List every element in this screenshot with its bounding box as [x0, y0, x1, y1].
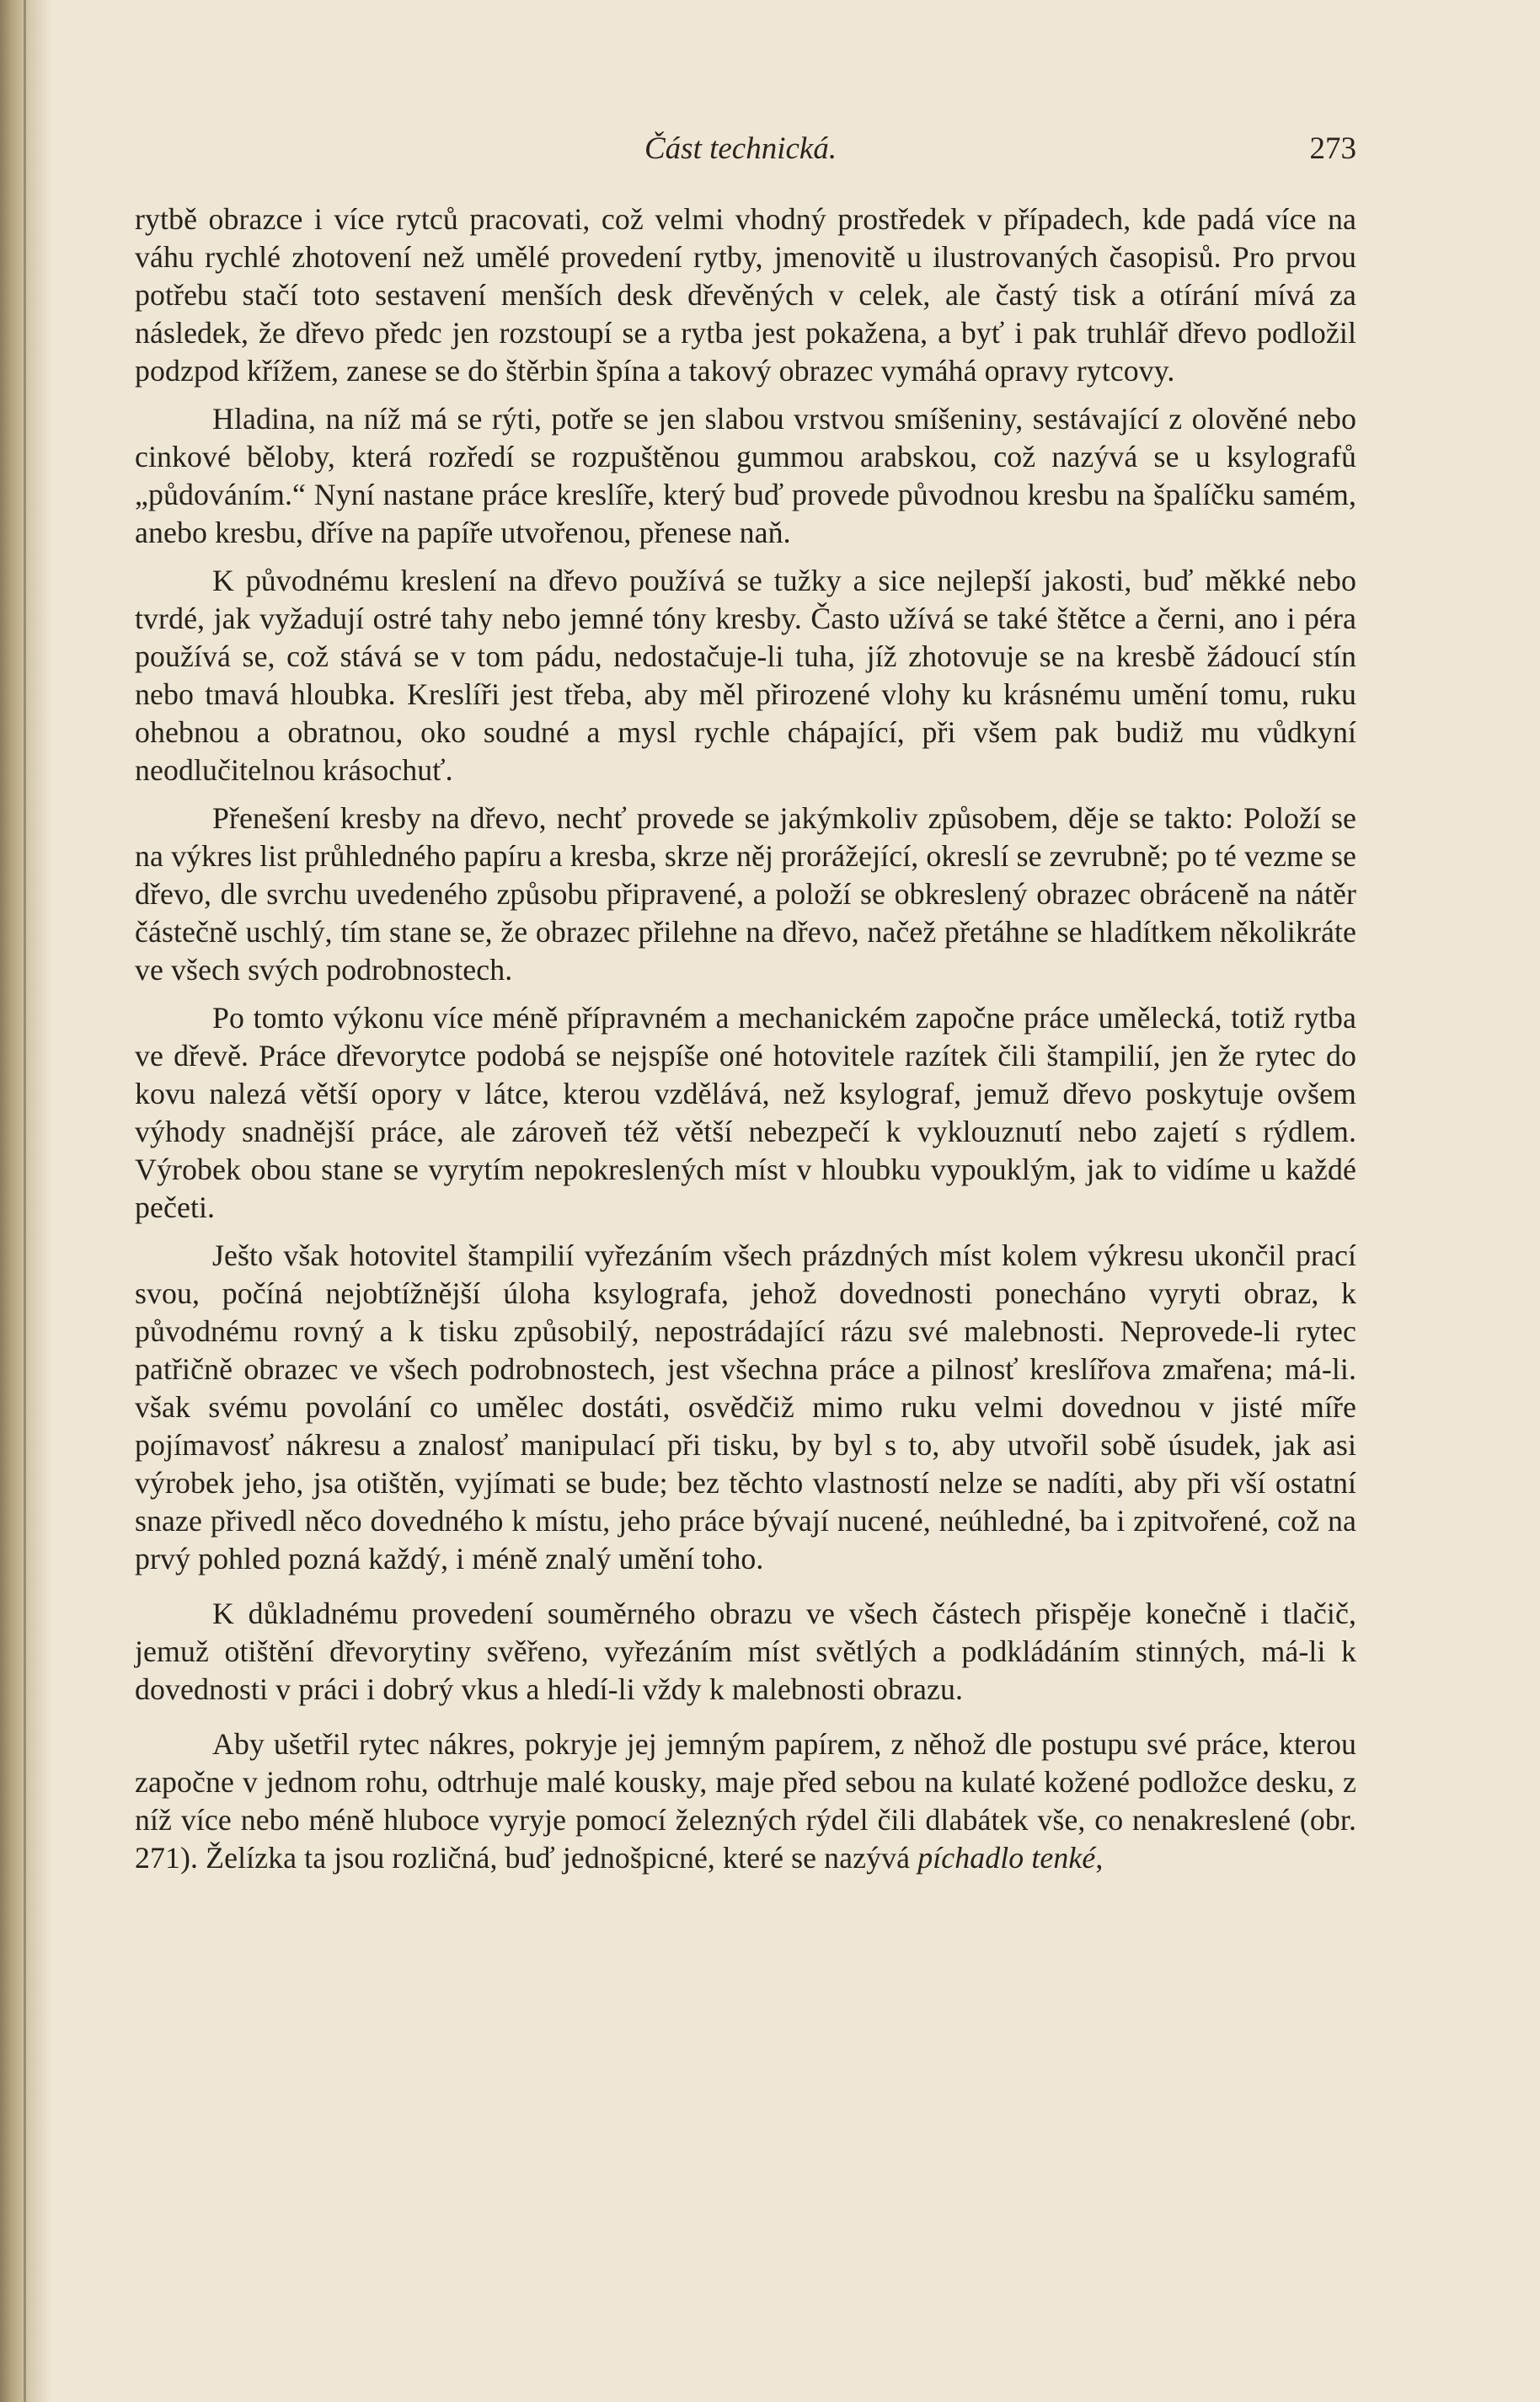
body-text: [135, 201, 1356, 1887]
page-number: 273: [1309, 131, 1356, 166]
paragraph-8-end: ,: [1095, 1841, 1104, 1875]
paragraph-1: rytbě obrazce i více rytců pracovati, což velmi vhodný prostředek v případech, kde padá více na váhu rychlé zhotovení než umělé provedení rytby, jmenovitě u ilustrovaných časopisů. Pro prvou potřebu stačí toto sestavení menších desk dřevěných v celek, ale častý tisk a otírání mívá za následek, že dřevo předc jen rozstoupí se a rytba jest pokažena, a byť i pak truhlář dřevo podložil podzpod křížem, zanese se do štěrbin špína a takový obrazec vymáhá opravy rytcovy.: [135, 202, 1356, 388]
page-binding-shadow: [0, 0, 52, 2402]
running-title: Část technická.: [644, 131, 837, 166]
paragraph-7: K důkladnému provedení souměrného obrazu ve všech částech přispěje konečně i tlačič, jemuž otištění dřevorytiny svěřeno, vyřezáním míst světlých a podkládáním stinných, má-li k dovednosti v práci i dobrý vkus a hledí-li vždy k malebnosti obrazu.: [135, 1597, 1356, 1706]
running-header: [135, 131, 1356, 173]
paragraph-6: Ješto však hotovitel štampilií vyřezáním všech prázdných míst kolem výkresu ukončil prací svou, počíná nejobtížnější úloha ksylografa, jehož dovednosti ponecháno vyryti obraz, k původnému rovný a k tisku způsobilý, nepostrádající rázu své malebnosti. Neprovede-li rytec patřičně obrazec ve všech podrobnostech, jest všechna práce a pilnosť kreslířova zmařena; má-li. však svému povolání co umělec dostáti, osvědčiž mimo ruku velmi dovednou v jisté míře pojímavosť nákresu a znalosť manipulací při tisku, by byl s to, aby utvořil sobě úsudek, jak asi výrobek jeho, jsa otištěn, vyjímati se bude; bez těchto vlastností nelze se nadíti, aby při vší ostatní snaze přivedl něco dovedného k místu, jeho práce bývají nucené, neúhledné, ba i zpitvořené, což na prvý pohled pozná každý, i méně znalý umění toho.: [135, 1238, 1356, 1575]
paragraph-5: Po tomto výkonu více méně přípravném a mechanickém započne práce umělecká, totiž rytba ve dřevě. Práce dřevorytce podobá se nejspíše oné hotovitele razítek čili štampilií, jen že rytec do kovu nalezá větší opory v látce, kterou vzdělává, než ksylograf, jemuž dřevo poskytuje ovšem výhody snadnější práce, ale zároveň též větší nebezpečí k vyklouznutí nebo zajetí s rýdlem. Výrobek obou stane se vyrytím nepokreslených míst v hloubku vypouklým, jak to vidíme u každé pečeti.: [135, 1001, 1356, 1224]
paragraph-4: Přenešení kresby na dřevo, nechť provede se jakýmkoliv způsobem, děje se takto: Položí se na výkres list průhledného papíru a kresba, skrze něj prorážející, okreslí se zevrubně; po té vezme se dřevo, dle svrchu uvedeného způsobu připravené, a položí se obkreslený obrazec obráceně na nátěr částečně uschlý, tím stane se, že obrazec přilehne na dřevo, načež přetáhne se hladítkem několikráte ve všech svých podrobnostech.: [135, 801, 1356, 987]
paragraph-8-emphasis: píchadlo tenké: [917, 1841, 1096, 1875]
binding-edge-line: [24, 0, 26, 2402]
paragraph-2: Hladina, na níž má se rýti, potře se jen slabou vrstvou smíšeniny, sestávající z olověné nebo cinkové běloby, která rozředí se rozpuštěnou gummou arabskou, což nazývá se u ksylografů „půdováním.“ Nyní nastane práce kreslíře, který buď provede původnou kresbu na špalíčku samém, anebo kresbu, dříve na papíře utvořenou, přenese naň.: [135, 402, 1356, 549]
paragraph-3: K původnému kreslení na dřevo používá se tužky a sice nejlepší jakosti, buď měkké nebo tvrdé, jak vyžadují ostré tahy nebo jemné tóny kresby. Často užívá se také štětce a černi, ano i péra používá se, což stává se v tom pádu, nedostačuje-li tuha, jíž zhotovuje se na kresbě žádoucí stín nebo tmavá hloubka. Kreslíři jest třeba, aby měl přirozené vlohy ku krásnému umění tomu, ruku ohebnou a obratnou, oko soudné a mysl rychle chápající, při všem pak budiž mu vůdkyní neodlučitelnou krásochuť.: [135, 564, 1356, 787]
paragraph-8-text: Aby ušetřil rytec nákres, pokryje jej jemným papírem, z něhož dle postupu své práce, kterou započne v jednom rohu, odtrhuje malé kousky, maje před sebou na kulaté kožené podložce desku, z níž více nebo méně hluboce vyryje pomocí železných rýdel čili dlabátek vše, co nenakreslené (obr. 271). Želízka ta jsou rozličná, buď jednošpicné, které se nazývá: [135, 1727, 1356, 1875]
paragraph-8: [135, 1725, 1356, 1877]
